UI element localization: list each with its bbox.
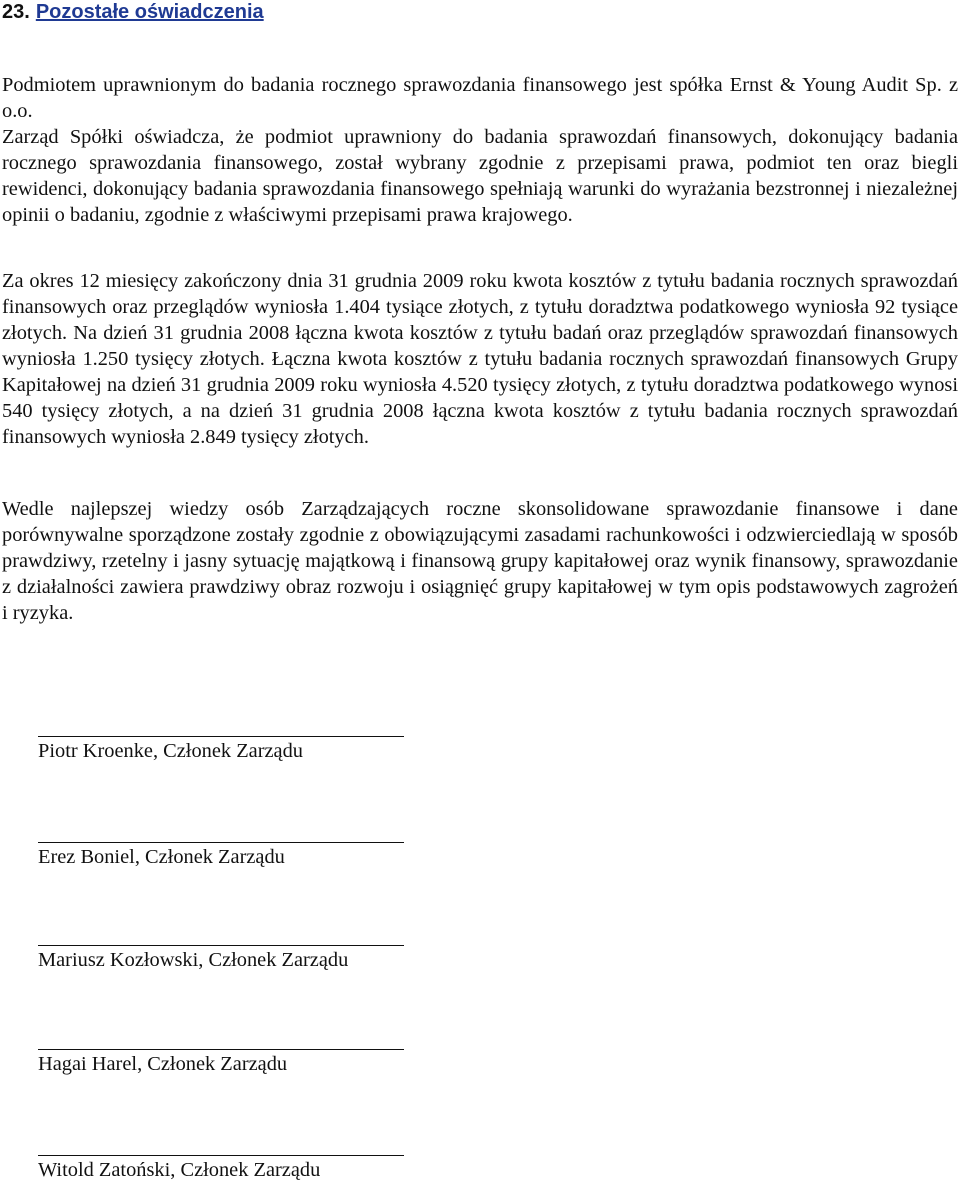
paragraph-auditor-entity: Podmiotem uprawnionym do badania rocznego sprawozdania finansowego jest spółka Ernst & Young Audit Sp. z o.o. (2, 74, 958, 122)
paragraph-management-declaration: Wedle najlepszej wiedzy osób Zarządzających roczne skonsolidowane sprawozdanie finansowe i dane porównywalne sporządzone zostały zgodnie z obowiązującymi zasadami rachunkowości i odzwierciedlają w sposób prawdziwy, rzetelny i jasny sytuację majątkową i finansową grupy kapitałowej oraz wynik finansowy, sprawozdanie z działalności zawiera prawdziwy obraz rozwoju i osiągnięć grupy kapitałowej w tym opis podstawowych zagrożeń i ryzyka. (2, 498, 958, 624)
signatory-name: Mariusz Kozłowski, Członek Zarządu (38, 949, 349, 971)
section-number: 23. (2, 1, 30, 23)
signature-line (38, 736, 404, 737)
section-title: Pozostałe oświadczenia (35, 1, 264, 23)
signatory-name: Erez Boniel, Członek Zarządu (38, 846, 285, 868)
signatory-name: Witold Zatoński, Członek Zarządu (38, 1159, 321, 1181)
paragraph-audit-costs: Za okres 12 miesięcy zakończony dnia 31 grudnia 2009 roku kwota kosztów z tytułu badania rocznych sprawozdań finansowych oraz przeglądów wyniosła 1.404 tysiące złotych, z tytułu doradztwa podatkowego wyniosła 92 tysiące złotych. Na dzień 31 grudnia 2008 łączna kwota kosztów z tytułu badań oraz przeglądów sprawozdań finansowych wyniosła 1.250 tysięcy złotych. Łączna kwota kosztów z tytułu badania rocznych sprawozdań finansowych Grupy Kapitałowej na dzień 31 grudnia 2009 roku wyniosła 4.520 tysięcy złotych, z tytułu doradztwa podatkowego wynosi 540 tysięcy złotych, a na dzień 31 grudnia 2008 łączna kwota kosztów z tytułu badania rocznych sprawozdań finansowych wyniosła 2.849 tysięcy złotych. (2, 270, 958, 448)
signatory-name: Hagai Harel, Członek Zarządu (38, 1053, 288, 1075)
section-heading (2, 0, 264, 26)
signature-line (38, 842, 404, 843)
signature-line (38, 945, 404, 946)
signature-line (38, 1155, 404, 1156)
paragraph-board-statement: Zarząd Spółki oświadcza, że podmiot uprawniony do badania sprawozdań finansowych, dokonujący badania rocznego sprawozdania finansowego, został wybrany zgodnie z przepisami prawa, podmiot ten oraz biegli rewidenci, dokonujący badania sprawozdania finansowego spełniają warunki do wyrażania bezstronnej i niezależnej opinii o badaniu, zgodnie z właściwymi przepisami prawa krajowego. (2, 126, 958, 226)
signature-line (38, 1049, 404, 1050)
signatory-name: Piotr Kroenke, Członek Zarządu (38, 740, 303, 762)
